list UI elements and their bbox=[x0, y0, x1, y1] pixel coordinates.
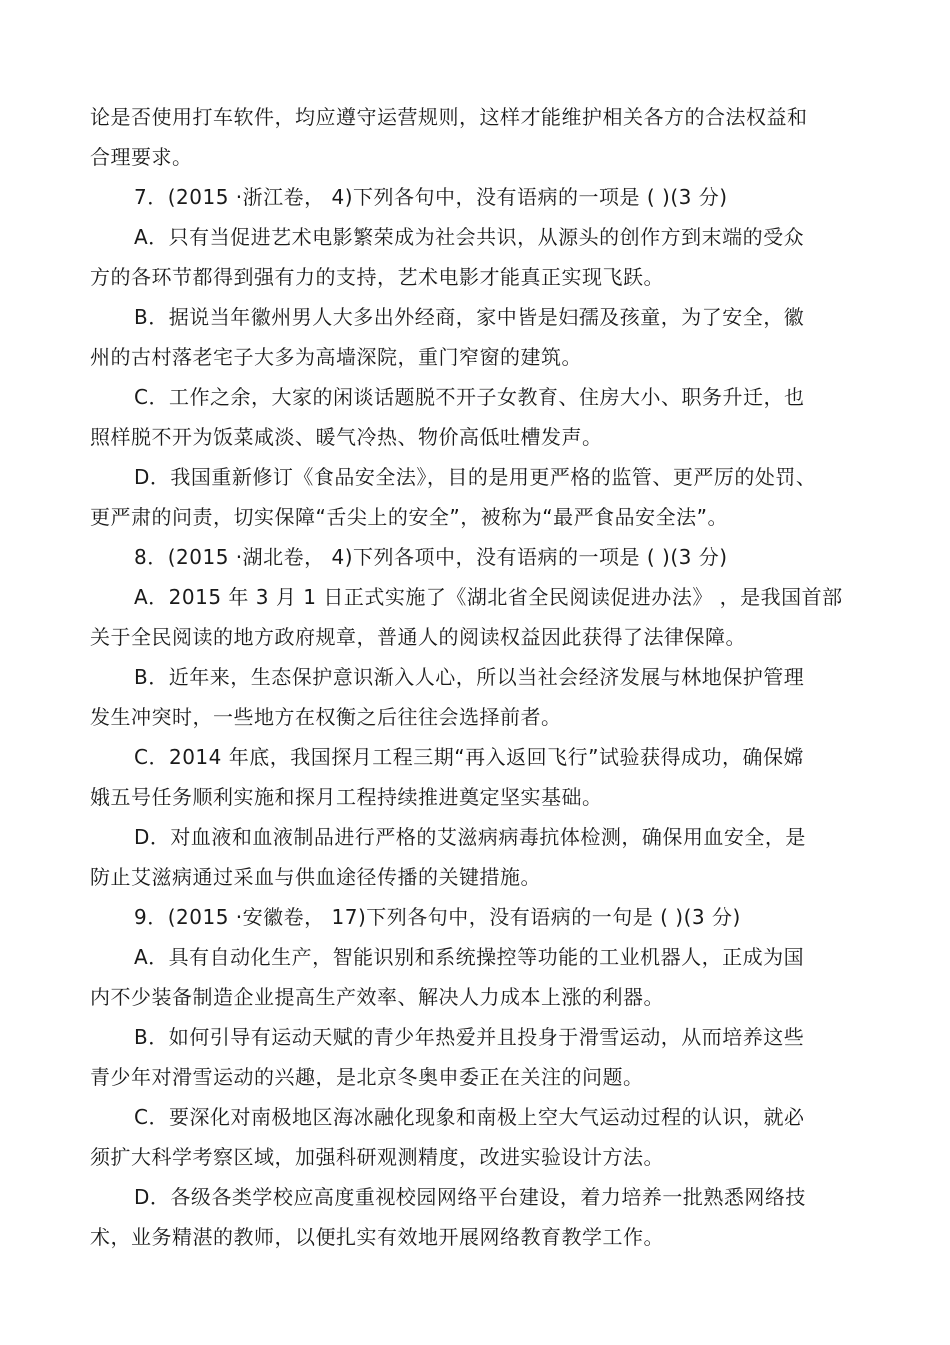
text-line: 方的各环节都得到强有力的支持，艺术电影才能真正实现飞跃。 bbox=[90, 265, 664, 289]
text-line: 防止艾滋病通过采血与供血途径传播的关键措施。 bbox=[90, 865, 541, 889]
text-line: 发生冲突时，一些地方在权衡之后往往会选择前者。 bbox=[90, 705, 562, 729]
question-9-option-b: B．如何引导有运动天赋的青少年热爱并且投身于滑雪运动，从而培养这些 bbox=[134, 1025, 805, 1049]
text-line: 更严肃的问责，切实保障“舌尖上的安全”，被称为“最严食品安全法”。 bbox=[90, 505, 728, 529]
text-line: 州的古村落老宅子大多为高墙深院，重门窄窗的建筑。 bbox=[90, 345, 582, 369]
question-8-option-b: B．近年来，生态保护意识渐入人心，所以当社会经济发展与林地保护管理 bbox=[134, 665, 805, 689]
question-9-stem: 9．(2015 ·安徽卷， 17)下列各句中，没有语病的一句是 ( )(3 分) bbox=[134, 905, 741, 929]
text-line: 合理要求。 bbox=[90, 145, 193, 169]
text-line: 照样脱不开为饭菜咸淡、暖气冷热、物价高低吐槽发声。 bbox=[90, 425, 603, 449]
text-line: 娥五号任务顺利实施和探月工程持续推进奠定坚实基础。 bbox=[90, 785, 603, 809]
question-8-stem: 8．(2015 ·湖北卷， 4)下列各项中，没有语病的一项是 ( )(3 分) bbox=[134, 545, 728, 569]
text-line: 青少年对滑雪运动的兴趣，是北京冬奥申委正在关注的问题。 bbox=[90, 1065, 644, 1089]
text-line: 须扩大科学考察区域，加强科研观测精度，改进实验设计方法。 bbox=[90, 1145, 664, 1169]
text-line: 论是否使用打车软件，均应遵守运营规则，这样才能维护相关各方的合法权益和 bbox=[90, 105, 808, 129]
question-9-option-d: D．各级各类学校应高度重视校园网络平台建设，着力培养一批熟悉网络技 bbox=[134, 1185, 806, 1209]
question-7-option-b: B．据说当年徽州男人大多出外经商，家中皆是妇孺及孩童，为了安全，徽 bbox=[134, 305, 805, 329]
question-9-option-c: C．要深化对南极地区海冰融化现象和南极上空大气运动过程的认识，就必 bbox=[134, 1105, 805, 1129]
text-line: 术，业务精湛的教师，以便扎实有效地开展网络教育教学工作。 bbox=[90, 1225, 664, 1249]
text-line: 关于全民阅读的地方政府规章，普通人的阅读权益因此获得了法律保障。 bbox=[90, 625, 746, 649]
question-7-option-d: D．我国重新修订《食品安全法》，目的是用更严格的监管、更严厉的处罚、 bbox=[134, 465, 817, 489]
question-8-option-c: C．2014 年底，我国探月工程三期“再入返回飞行”试验获得成功，确保嫦 bbox=[134, 745, 804, 769]
question-7-option-a: A．只有当促进艺术电影繁荣成为社会共识，从源头的创作方到末端的受众 bbox=[134, 225, 805, 249]
question-7-stem: 7．(2015 ·浙江卷， 4)下列各句中，没有语病的一项是 ( )(3 分) bbox=[134, 185, 728, 209]
question-8-option-d: D．对血液和血液制品进行严格的艾滋病病毒抗体检测，确保用血安全，是 bbox=[134, 825, 806, 849]
text-line: 内不少装备制造企业提高生产效率、解决人力成本上涨的利器。 bbox=[90, 985, 664, 1009]
question-8-option-a: A．2015 年 3 月 1 日正式实施了《湖北省全民阅读促进办法》 ，是我国首部 bbox=[134, 585, 843, 609]
question-7-option-c: C．工作之余，大家的闲谈话题脱不开子女教育、住房大小、职务升迁，也 bbox=[134, 385, 805, 409]
question-9-option-a: A．具有自动化生产，智能识别和系统操控等功能的工业机器人，正成为国 bbox=[134, 945, 805, 969]
